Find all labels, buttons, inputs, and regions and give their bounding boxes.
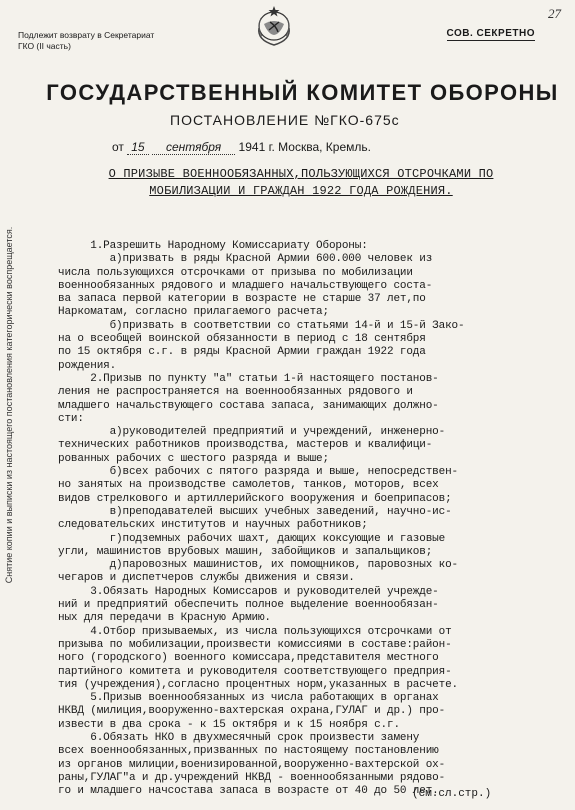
body-line: числа пользующихся отсрочками от призыва по мобилизации	[58, 266, 413, 279]
body-line: военнообязанных рядового и младшего начальствующего соста-	[58, 279, 433, 292]
body-line: сти:	[58, 412, 84, 425]
body-line: извести в два срока - к 15 октября и к 15 ноября с.г.	[58, 718, 400, 731]
body-line: рованных рабочих с шестого разряда и выше;	[58, 452, 329, 465]
title-line: МОБИЛИЗАЦИИ И ГРАЖДАН 1922 ГОДА РОЖДЕНИЯ.	[149, 184, 453, 198]
body-line: Наркоматам, согласно прилагаемого расчета;	[58, 306, 329, 319]
date-place: 1941 г. Москва, Кремль.	[238, 140, 371, 154]
body-line: ного (городского) военного комиссара,представителя местного	[58, 652, 439, 665]
continuation-note: (см.сл.стр.)	[412, 788, 492, 800]
body-line: по 15 октября с.г. в ряды Красной Армии граждан 1922 года	[58, 346, 426, 359]
date-month: сентября	[152, 140, 235, 155]
body-line: угли, машинистов врубовых машин, забойщиков и запальщиков;	[58, 545, 433, 558]
body-line: раны,ГУЛАГ"а и др.учреждений НКВД - военнообязанными рядово-	[58, 771, 446, 784]
body-line: д)паровозных машинистов, их помощников, паровозных ко-	[58, 559, 458, 572]
body-line: 4.Отбор призываемых, из числа пользующихся отсрочками от	[58, 625, 452, 638]
return-note	[18, 30, 154, 52]
date-line	[112, 140, 371, 154]
body-line: 3.Обязать Народных Комиссаров и руководителей учрежде-	[58, 585, 439, 598]
return-note-line: Подлежит возврату в Секретариат	[18, 30, 155, 40]
body-line: младшего начальствующего состава запаса, занимающих должно-	[58, 399, 439, 412]
body-line: а)призвать в ряды Красной Армии 600.000 человек из	[58, 253, 433, 266]
body-line: следовательских институтов и научных работников;	[58, 519, 368, 532]
body-line: ва запаса первой категории в возрасте не старше 37 лет,по	[58, 293, 426, 306]
body-line: из органов милиции,военизированной,вооруженно-вахтерской ох-	[58, 758, 446, 771]
body-line: б)призвать в соответствии со статьями 14-й и 15-й Зако-	[58, 319, 465, 332]
body-line: НКВД (милиция,вооруженно-вахтерская охрана,ГУЛАГ и др.) про-	[58, 705, 446, 718]
body-line: на о всеобщей воинской обязанности в период с 18 сентября	[58, 333, 426, 346]
ussr-emblem-icon	[252, 4, 296, 48]
body-line: технических работников производства, мастеров и квалифици-	[58, 439, 433, 452]
body-line: тия (учреждения),согласно процентных норм,указанных в расчете.	[58, 678, 458, 691]
body-line: партийного комитета и руководителя соответствующего предприя-	[58, 665, 452, 678]
body-line: 2.Призыв по пункту "а" статьи 1-й настоящего постанов-	[58, 372, 439, 385]
body-line: призыва по мобилизации,произвести комиссиями в составе:район-	[58, 638, 452, 651]
body-line: чегаров и диспетчеров службы движения и связи.	[58, 572, 355, 585]
body-line: 6.Обязать НКО в двухмесячный срок произвести замену	[58, 731, 420, 744]
return-note-line: ГКО (II часть)	[18, 41, 71, 51]
body-line: 5.Призыв военнообязанных из числа работающих в органах	[58, 692, 439, 705]
side-stamp	[2, 190, 16, 620]
body-line: ных для передачи в Красную Армию.	[58, 612, 271, 625]
body-line: г)подземных рабочих шахт, дающих коксующие и газовые	[58, 532, 446, 545]
body-line: ний и предприятий обеспечить полное выделение военнообязан-	[58, 599, 439, 612]
title-line: О ПРИЗЫВЕ ВОЕННООБЯЗАННЫХ,ПОЛЬЗУЮЩИХСЯ ОТСРОЧКАМИ ПО	[108, 167, 494, 181]
body-line: а)руководителей предприятий и учреждений, инженерно-	[58, 426, 446, 439]
classification-label: СОВ. СЕКРЕТНО	[446, 28, 535, 39]
body-line: в)преподавателей высших учебных заведений, научно-ис-	[58, 505, 452, 518]
date-prefix: от	[112, 140, 124, 154]
body-line: го и младшего начсостава запаса в возрасте от 40 до 50 лет.	[58, 785, 439, 798]
decree-title	[70, 166, 532, 200]
page-number: 27	[548, 6, 561, 21]
body-line: всех военнообязанных,призванных по настоящему постановлению	[58, 745, 439, 758]
decree-number: ПОСТАНОВЛЕНИЕ №ГКО-675с	[170, 112, 400, 128]
body-line: ления не распространяется на военнообязанных рядового и	[58, 386, 413, 399]
body-line: рождения.	[58, 359, 117, 372]
committee-heading: ГОСУДАРСТВЕННЫЙ КОМИТЕТ ОБОРОНЫ	[46, 80, 559, 105]
body-line: видов стрелкового и артиллерийского вооружения и боеприпасов;	[58, 492, 452, 505]
body-line: б)всех рабочих с пятого разряда и выше, непосредствен-	[58, 466, 458, 479]
date-day: 15	[127, 140, 148, 155]
body-line: но занятых на производстве самолетов, танков, моторов, всех	[58, 479, 439, 492]
decree-body	[58, 240, 568, 798]
side-stamp-text: Снятие копии и выписки из настоящего постановления категорически воспрещается.	[4, 226, 14, 584]
body-line: 1.Разрешить Народному Комиссариату Обороны:	[58, 240, 368, 252]
